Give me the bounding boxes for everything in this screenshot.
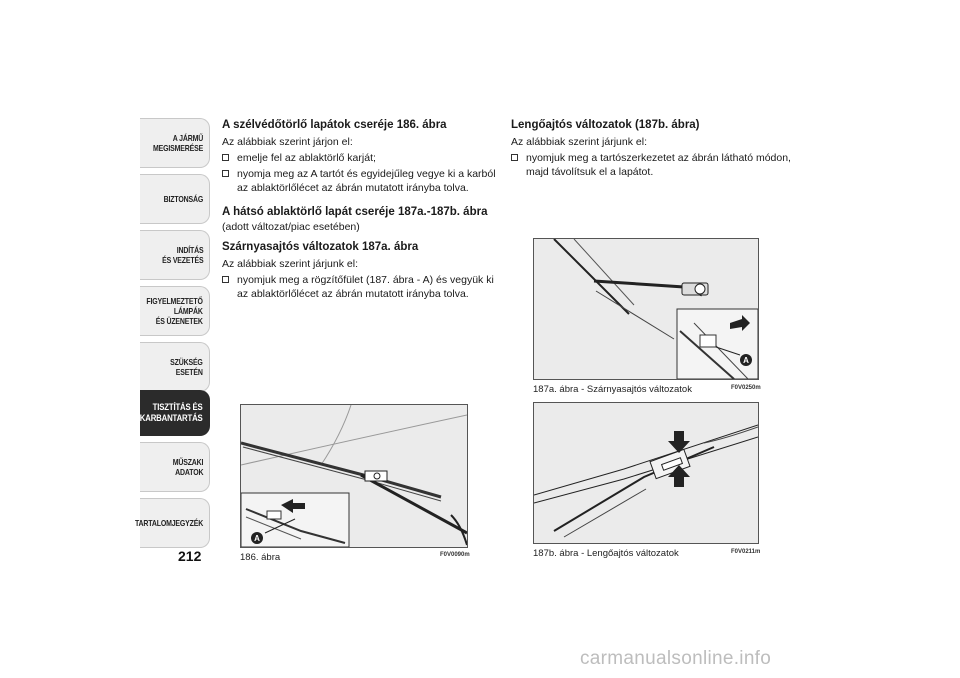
right-column bbox=[511, 118, 791, 181]
left-column bbox=[222, 118, 498, 303]
note-text: (adott változat/piac esetében) bbox=[222, 221, 360, 233]
figure-187a bbox=[533, 238, 759, 380]
list-item: nyomja meg az A tartót és egyidejűleg vegye ki a karból az ablaktörlőlécet az ábrán mutatott irányba tolva. bbox=[222, 167, 498, 195]
list-item: nyomjuk meg a rögzítőfület (187. ábra - A) és vegyük ki az ablaktörlőlécet az ábrán mutatott irányba tolva. bbox=[222, 273, 498, 301]
list-item: emelje fel az ablaktörlő karját; bbox=[222, 151, 498, 165]
heading-rear-wiper: A hátsó ablaktörlő lapát cseréje 187a.-187b. ábra bbox=[222, 206, 488, 218]
tab-inditas-vezetes[interactable]: INDÍTÁS ÉS VEZETÉS bbox=[140, 230, 210, 280]
intro-text: Az alábbiak szerint járjunk el: bbox=[511, 136, 647, 148]
figure-code-187a: F0V0250m bbox=[731, 385, 761, 391]
heading-tailgate: Lengőajtós változatok (187b. ábra) bbox=[511, 119, 700, 131]
intro-text: Az alábbiak szerint járjunk el: bbox=[222, 258, 358, 270]
figure-code-187b: F0V0211m bbox=[731, 549, 761, 555]
tab-biztonsag[interactable]: BIZTONSÁG bbox=[140, 174, 210, 224]
rear-wiper-tailgate-illustration bbox=[534, 403, 758, 543]
intro-text: Az alábbiak szerint járjon el: bbox=[222, 136, 353, 148]
tab-jarmu-megismerese[interactable]: A JÁRMŰ MEGISMERÉSE bbox=[140, 118, 210, 168]
figure-186 bbox=[240, 404, 468, 548]
figure-187b bbox=[533, 402, 759, 544]
rear-wiper-hinged-illustration bbox=[534, 239, 758, 379]
tab-tartalomjegyzek[interactable]: TARTALOMJEGYZÉK bbox=[140, 498, 210, 548]
tab-tisztitas-karbantartas[interactable]: TISZTÍTÁS ÉS KARBANTARTÁS bbox=[140, 390, 210, 436]
heading-windscreen-wiper: A szélvédőtörlő lapátok cseréje 186. ábra bbox=[222, 119, 447, 131]
tab-figyelmezteto-lampak[interactable]: FIGYELMEZTETŐ LÁMPÁK ÉS ÜZENETEK bbox=[140, 286, 210, 336]
caption-187b: 187b. ábra - Lengőajtós változatok bbox=[533, 548, 679, 559]
caption-187a: 187a. ábra - Szárnyasajtós változatok bbox=[533, 384, 692, 395]
watermark: carmanualsonline.info bbox=[580, 648, 772, 669]
caption-186: 186. ábra bbox=[240, 552, 281, 563]
list-item: nyomjuk meg a tartószerkezetet az ábrán látható módon, majd távolítsuk el a lapátot. bbox=[511, 151, 791, 179]
wiper-illustration bbox=[241, 405, 467, 547]
figure-label-a: A bbox=[254, 534, 260, 543]
tab-muszaki-adatok[interactable]: MŰSZAKI ADATOK bbox=[140, 442, 210, 492]
figure-label-a: A bbox=[743, 356, 749, 365]
tab-szukseg-eseten[interactable]: SZÜKSÉG ESETÉN bbox=[140, 342, 210, 392]
heading-hinged-doors: Szárnyasajtós változatok 187a. ábra bbox=[222, 241, 419, 253]
page-number: 212 bbox=[178, 548, 202, 564]
figure-code-186: F0V0090m bbox=[440, 552, 470, 558]
